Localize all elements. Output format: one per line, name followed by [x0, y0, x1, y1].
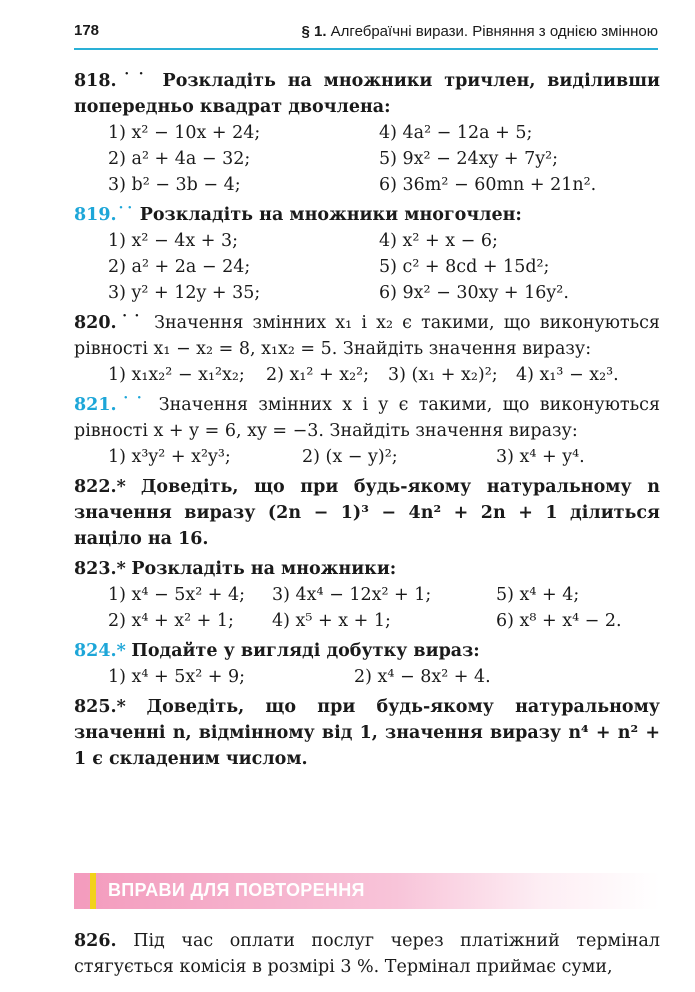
exercise-statement: Розкладіть на множники: [131, 559, 397, 579]
item-row [74, 444, 660, 470]
exercise-825 [74, 694, 660, 772]
exercise-number: 826. [74, 931, 117, 951]
item: 4) x₁³ − x₂³. [516, 365, 619, 385]
item: 1) x₁x₂² − x₁²x₂; [108, 365, 245, 385]
exercise-statement: Під час оплати послуг через платіжний термінал стягується комісія в розмірі 3 %. Термінал приймає суми, [74, 931, 660, 977]
item: 1) x² − 10x + 24; [108, 123, 261, 143]
exercise-820 [74, 310, 660, 362]
item: 5) 9x² − 24xy + 7y²; [379, 149, 559, 169]
item: 4) 4a² − 12a + 5; [379, 123, 533, 143]
item: 2) x⁴ + x² + 1; [108, 611, 234, 631]
item-row [74, 228, 660, 254]
item: 6) 36m² − 60mn + 21n². [379, 175, 597, 195]
item: 3) (x₁ + x₂)²; [388, 365, 498, 385]
item: 6) x⁸ + x⁴ − 2. [496, 611, 622, 631]
item-row [74, 120, 660, 146]
item-row [74, 280, 660, 306]
item: 3) 4x⁴ − 12x² + 1; [272, 585, 432, 605]
item: 1) x⁴ + 5x² + 9; [108, 667, 246, 687]
exercise-number: 823.* [74, 559, 126, 579]
item: 5) c² + 8cd + 15d²; [379, 257, 550, 277]
header-rule [74, 48, 658, 50]
item: 6) 9x² − 30xy + 16y². [379, 283, 569, 303]
exercise-number: 820.˙˙ [74, 313, 145, 333]
exercise-826-block [74, 928, 660, 980]
item: 2) (x − y)²; [302, 447, 398, 467]
exercise-statement: Значення змінних x і y є такими, що виконуються рівності x + y = 6, xy = −3. Знайдіть значення виразу: [74, 395, 660, 441]
exercise-number: 818.˙˙ [74, 71, 152, 91]
item: 5) x⁴ + 4; [496, 585, 580, 605]
item-row [74, 608, 660, 634]
exercise-statement: Розкладіть на множники многочлен: [139, 205, 522, 225]
exercise-statement: Доведіть, що при будь-якому натуральному n значення виразу (2n − 1)³ − 4n² + 2n + 1 ділиться націло на 16. [74, 477, 660, 549]
exercise-number: 821.˙˙ [74, 395, 149, 415]
item: 1) x³y² + x²y³; [108, 447, 231, 467]
exercise-818 [74, 68, 660, 120]
exercise-number: 825.* [74, 697, 126, 717]
section-heading [301, 23, 658, 40]
item-row [74, 172, 660, 198]
exercise-822 [74, 474, 660, 552]
item: 2) x⁴ − 8x² + 4. [354, 667, 491, 687]
item: 1) x⁴ − 5x² + 4; [108, 585, 246, 605]
item-row [74, 362, 660, 388]
item-row [74, 664, 660, 690]
item-row [74, 582, 660, 608]
exercise-823 [74, 556, 660, 582]
item: 3) x⁴ + y⁴. [496, 447, 585, 467]
exercise-819 [74, 202, 660, 228]
item: 4) x² + x − 6; [379, 231, 498, 251]
page-number: 178 [74, 22, 100, 39]
banner-label: ВПРАВИ ДЛЯ ПОВТОРЕННЯ [108, 880, 365, 900]
item: 3) y² + 12y + 35; [108, 283, 261, 303]
exercise-number: 822.* [74, 477, 126, 497]
item: 2) a² + 4a − 32; [108, 149, 251, 169]
exercise-list [74, 68, 660, 772]
exercise-824 [74, 638, 660, 664]
item: 2) a² + 2a − 24; [108, 257, 251, 277]
item-row [74, 254, 660, 280]
item: 1) x² − 4x + 3; [108, 231, 239, 251]
item: 2) x₁² + x₂²; [266, 365, 370, 385]
running-header [74, 22, 658, 44]
exercise-statement: Подайте у вигляді добутку вираз: [131, 641, 480, 661]
exercise-statement: Розкладіть на множники тричлен, виділивши попередньо квадрат двочлена: [74, 71, 660, 117]
exercise-821 [74, 392, 660, 444]
section-mark: § 1. [301, 23, 327, 40]
review-exercises-banner [74, 873, 660, 909]
exercise-number: 819.˙˙ [74, 205, 135, 225]
exercise-826 [74, 928, 660, 980]
item: 4) x⁵ + x + 1; [272, 611, 391, 631]
section-title: Алгебраїчні вирази. Рівняння з однією змінною [330, 23, 658, 40]
item: 3) b² − 3b − 4; [108, 175, 241, 195]
exercise-number: 824.* [74, 641, 126, 661]
item-row [74, 146, 660, 172]
banner-accent-bar [90, 873, 96, 909]
exercise-statement: Доведіть, що при будь-якому натуральному значенні n, відмінному від 1, значення виразу n⁴ + n² + 1 є складеним числом. [74, 697, 660, 769]
exercise-statement: Значення змінних x₁ і x₂ є такими, що виконуються рівності x₁ − x₂ = 8, x₁x₂ = 5. Знайдіть значення виразу: [74, 313, 660, 359]
